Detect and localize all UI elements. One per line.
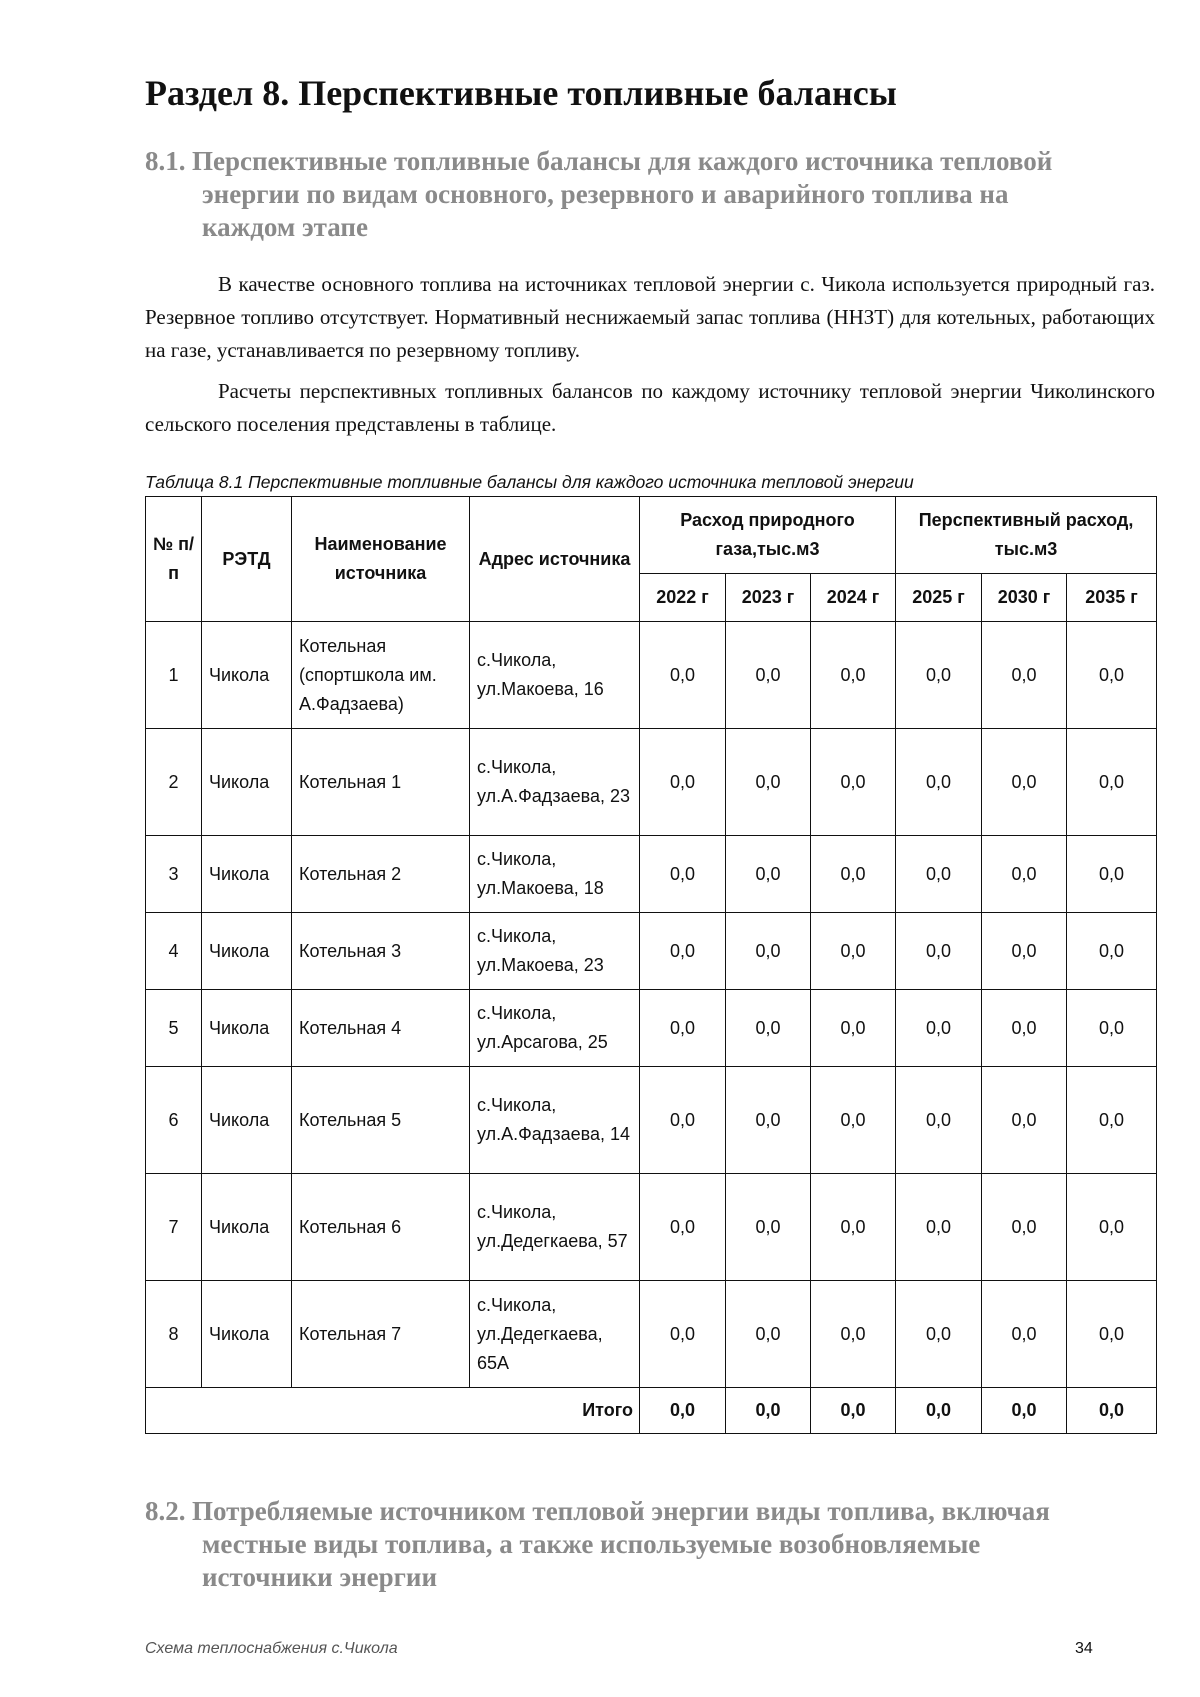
cell-value: 0,0 — [640, 913, 726, 990]
cell-value: 0,0 — [1067, 729, 1157, 836]
cell-value: 0,0 — [811, 729, 896, 836]
cell-address: с.Чикола, ул.Дедегкаева, 65А — [470, 1281, 640, 1388]
cell-num: 3 — [146, 836, 202, 913]
subsection-title — [145, 145, 1145, 244]
cell-value: 0,0 — [726, 1067, 811, 1174]
cell-address: с.Чикола, ул.А.Фадзаева, 23 — [470, 729, 640, 836]
subsection-title — [145, 1495, 1145, 1594]
subsection-title-line: источники энергии — [202, 1562, 438, 1592]
cell-retd: Чикола — [202, 990, 292, 1067]
cell-retd: Чикола — [202, 913, 292, 990]
cell-num: 2 — [146, 729, 202, 836]
cell-value: 0,0 — [811, 990, 896, 1067]
total-value: 0,0 — [1067, 1388, 1157, 1434]
cell-value: 0,0 — [982, 622, 1067, 729]
total-value: 0,0 — [726, 1388, 811, 1434]
cell-num: 6 — [146, 1067, 202, 1174]
body-paragraph: В качестве основного топлива на источниках тепловой энергии с. Чикола используется природный газ. Резервное топливо отсутствует. Нормативный неснижаемый запас топлива (ННЗТ) для котельных, работающих на газе, устанавливается по резервному топливу. — [145, 272, 1155, 362]
cell-address: с.Чикола, ул.Дедегкаева, 57 — [470, 1174, 640, 1281]
cell-value: 0,0 — [726, 913, 811, 990]
cell-address: с.Чикола, ул.А.Фадзаева, 14 — [470, 1067, 640, 1174]
cell-value: 0,0 — [726, 836, 811, 913]
cell-value: 0,0 — [640, 1067, 726, 1174]
header-year: 2030 г — [982, 574, 1067, 622]
cell-retd: Чикола — [202, 1067, 292, 1174]
table-row — [146, 836, 1157, 913]
table-row — [146, 729, 1157, 836]
cell-name: Котельная 2 — [292, 836, 470, 913]
cell-value: 0,0 — [640, 836, 726, 913]
cell-value: 0,0 — [726, 990, 811, 1067]
cell-value: 0,0 — [1067, 836, 1157, 913]
cell-value: 0,0 — [1067, 1281, 1157, 1388]
subsection-title-line: энергии по видам основного, резервного и аварийного топлива на — [202, 179, 1009, 209]
table-row — [146, 1067, 1157, 1174]
total-value: 0,0 — [640, 1388, 726, 1434]
cell-num: 1 — [146, 622, 202, 729]
cell-value: 0,0 — [896, 729, 982, 836]
cell-value: 0,0 — [1067, 622, 1157, 729]
header-year: 2025 г — [896, 574, 982, 622]
cell-num: 4 — [146, 913, 202, 990]
cell-value: 0,0 — [811, 1281, 896, 1388]
cell-num: 7 — [146, 1174, 202, 1281]
subsection-number: 8.1. — [145, 146, 186, 176]
table-row — [146, 1174, 1157, 1281]
cell-value: 0,0 — [982, 836, 1067, 913]
header-name: Наименование источника — [292, 497, 470, 622]
cell-value: 0,0 — [1067, 1174, 1157, 1281]
header-year: 2022 г — [640, 574, 726, 622]
cell-name: Котельная 4 — [292, 990, 470, 1067]
cell-value: 0,0 — [1067, 913, 1157, 990]
cell-value: 0,0 — [726, 729, 811, 836]
cell-value: 0,0 — [896, 1067, 982, 1174]
subsection-8-2-heading — [145, 1495, 1145, 1594]
cell-name: Котельная (спортшкола им. А.Фадзаева) — [292, 622, 470, 729]
cell-value: 0,0 — [726, 622, 811, 729]
total-value: 0,0 — [811, 1388, 896, 1434]
header-retd: РЭТД — [202, 497, 292, 622]
subsection-title-line: каждом этапе — [202, 212, 368, 242]
cell-name: Котельная 5 — [292, 1067, 470, 1174]
subsection-title-line: Потребляемые источником тепловой энергии виды топлива, включая — [192, 1496, 1050, 1526]
cell-value: 0,0 — [896, 990, 982, 1067]
cell-address: с.Чикола, ул.Макоева, 23 — [470, 913, 640, 990]
cell-value: 0,0 — [726, 1174, 811, 1281]
cell-retd: Чикола — [202, 1174, 292, 1281]
cell-value: 0,0 — [896, 1174, 982, 1281]
table-row — [146, 990, 1157, 1067]
subsection-title-line: Перспективные топливные балансы для каждого источника тепловой — [192, 146, 1053, 176]
table-row — [146, 913, 1157, 990]
cell-num: 8 — [146, 1281, 202, 1388]
cell-value: 0,0 — [896, 622, 982, 729]
header-num: № п/п — [146, 497, 202, 622]
table-caption: Таблица 8.1 Перспективные топливные балансы для каждого источника тепловой энергии — [145, 472, 914, 492]
cell-value: 0,0 — [896, 836, 982, 913]
cell-value: 0,0 — [982, 1174, 1067, 1281]
cell-value: 0,0 — [982, 913, 1067, 990]
table-row — [146, 622, 1157, 729]
total-label: Итого — [146, 1388, 640, 1434]
header-future-consumption: Перспективный расход, тыс.м3 — [896, 497, 1157, 574]
cell-name: Котельная 1 — [292, 729, 470, 836]
cell-name: Котельная 7 — [292, 1281, 470, 1388]
cell-address: с.Чикола, ул.Макоева, 18 — [470, 836, 640, 913]
header-year: 2035 г — [1067, 574, 1157, 622]
cell-address: с.Чикола, ул.Арсагова, 25 — [470, 990, 640, 1067]
footer-document-title: Схема теплоснабжения с.Чикола — [145, 1640, 398, 1657]
header-year: 2023 г — [726, 574, 811, 622]
section-title: Раздел 8. Перспективные топливные балансы — [145, 73, 897, 113]
cell-retd: Чикола — [202, 836, 292, 913]
cell-value: 0,0 — [982, 729, 1067, 836]
header-address: Адрес источника — [470, 497, 640, 622]
total-row — [146, 1388, 1157, 1434]
cell-name: Котельная 6 — [292, 1174, 470, 1281]
cell-value: 0,0 — [811, 622, 896, 729]
cell-value: 0,0 — [811, 1067, 896, 1174]
cell-retd: Чикола — [202, 1281, 292, 1388]
cell-value: 0,0 — [982, 990, 1067, 1067]
subsection-number: 8.2. — [145, 1496, 186, 1526]
cell-value: 0,0 — [811, 836, 896, 913]
subsection-title-line: местные виды топлива, а также используемые возобновляемые — [202, 1529, 981, 1559]
cell-value: 0,0 — [982, 1281, 1067, 1388]
fuel-balance-table — [145, 496, 1157, 1434]
cell-value: 0,0 — [640, 729, 726, 836]
cell-value: 0,0 — [640, 1281, 726, 1388]
cell-value: 0,0 — [811, 913, 896, 990]
table-row — [146, 1281, 1157, 1388]
total-value: 0,0 — [982, 1388, 1067, 1434]
cell-value: 0,0 — [640, 990, 726, 1067]
cell-retd: Чикола — [202, 622, 292, 729]
subsection-8-1-heading — [145, 145, 1145, 244]
cell-name: Котельная 3 — [292, 913, 470, 990]
body-paragraph: Расчеты перспективных топливных балансов по каждому источнику тепловой энергии Чиколинского сельского поселения представлены в таблице. — [145, 379, 1155, 436]
cell-num: 5 — [146, 990, 202, 1067]
cell-value: 0,0 — [896, 1281, 982, 1388]
footer-page-number: 34 — [1075, 1640, 1093, 1657]
cell-value: 0,0 — [982, 1067, 1067, 1174]
cell-address: с.Чикола, ул.Макоева, 16 — [470, 622, 640, 729]
cell-retd: Чикола — [202, 729, 292, 836]
header-gas-consumption: Расход природного газа,тыс.м3 — [640, 497, 896, 574]
cell-value: 0,0 — [726, 1281, 811, 1388]
cell-value: 0,0 — [1067, 1067, 1157, 1174]
cell-value: 0,0 — [640, 622, 726, 729]
header-year: 2024 г — [811, 574, 896, 622]
cell-value: 0,0 — [896, 913, 982, 990]
cell-value: 0,0 — [1067, 990, 1157, 1067]
total-value: 0,0 — [896, 1388, 982, 1434]
cell-value: 0,0 — [811, 1174, 896, 1281]
cell-value: 0,0 — [640, 1174, 726, 1281]
